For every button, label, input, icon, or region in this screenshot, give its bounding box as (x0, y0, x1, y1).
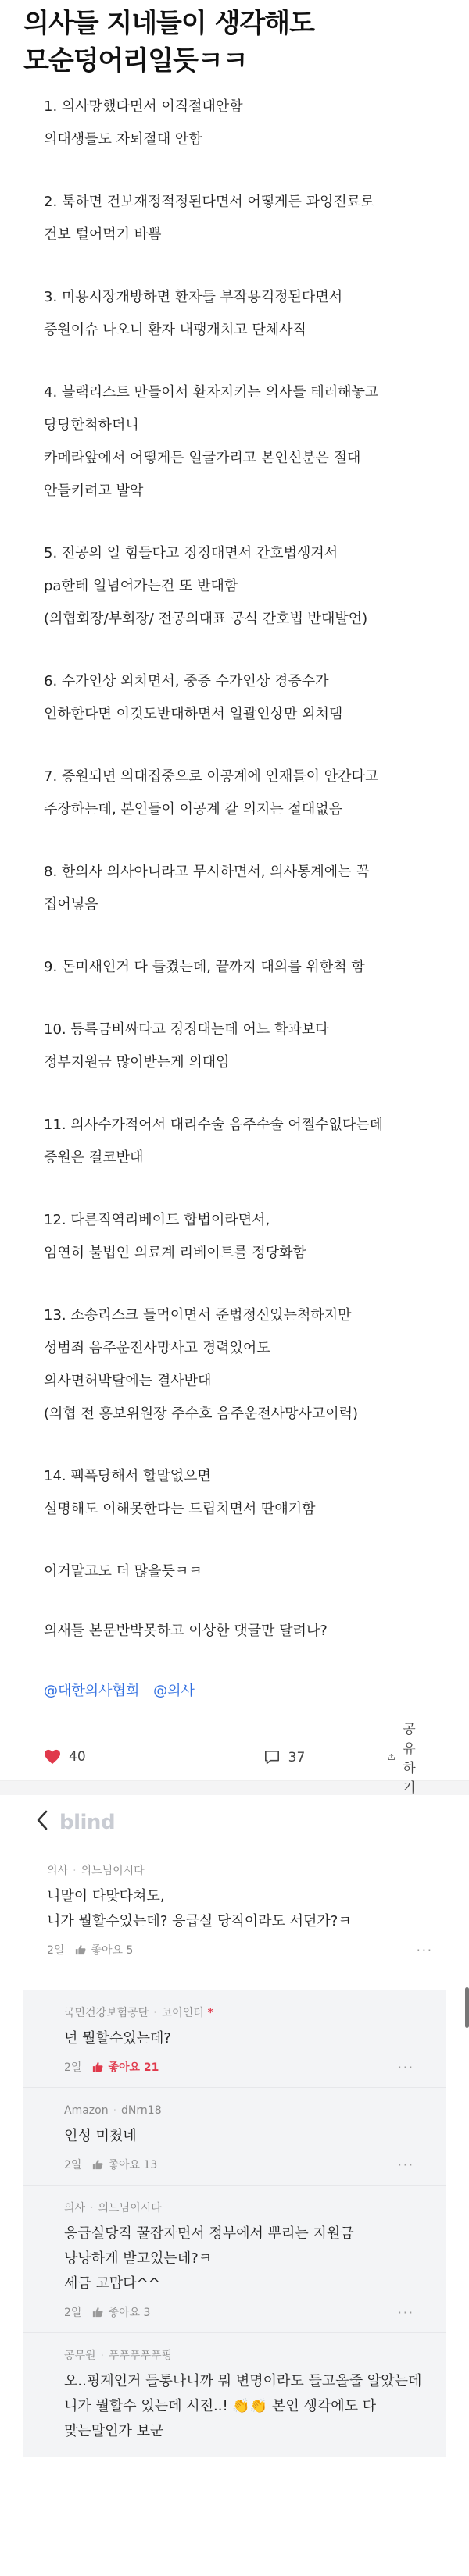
author-nickname[interactable]: 푸푸푸푸푸핑 (109, 2350, 173, 2362)
author-company: 의사 (64, 2202, 86, 2214)
author-company: 국민건강보험공단 (64, 2007, 149, 2019)
comment-text-line: 니가 뭘할수있는데? 응급실 당직이라도 서던가?ㅋ (47, 1913, 352, 1929)
post-title-line: 의사들 지네들이 생각해도 (23, 8, 314, 39)
meta-separator: · (100, 2350, 105, 2362)
post-item-line: 인하한다면 이것도반대하면서 일괄인상만 외쳐댐 (44, 706, 343, 722)
comment-text-line: 냥냥하게 받고있는데?ㅋ (64, 2250, 213, 2267)
post-item-line: (의협회장/부회장/ 전공의대표 공식 간호법 반대발언) (44, 611, 368, 627)
comment-text-line: 맞는말인가 보군 (64, 2423, 164, 2439)
post-actions (0, 1722, 469, 1796)
post-item (0, 91, 469, 156)
verified-mark-icon: * (203, 2007, 213, 2019)
comment-count: 37 (288, 1750, 306, 1765)
comment-like-button[interactable] (92, 2304, 150, 2320)
comment-text-line: 응급실당직 꿀잡자면서 정부에서 뿌리는 지원금 (64, 2225, 354, 2242)
post-item-line: 13. 소송리스크 들먹이면서 준법정신있는척하지만 (44, 1307, 352, 1324)
tag-link[interactable]: @대한의사협회 (44, 1683, 140, 1699)
comment-author (47, 1862, 433, 1879)
author-nickname[interactable]: 의느님이시다 (81, 1865, 145, 1877)
post-item (0, 1204, 469, 1270)
comment-like-count: 좋아요 21 (108, 2061, 159, 2074)
post-item-line: 7. 증원되면 의대집중으로 이공계에 인재들이 안간다고 (44, 768, 379, 785)
post-item-line: 증원은 결코반대 (44, 1149, 144, 1166)
post-item-line: 14. 팩폭당해서 할말없으면 (44, 1468, 211, 1484)
post-title-line: 모순덩어리일듯ㅋㅋ (23, 45, 248, 77)
author-company: 의사 (47, 1865, 69, 1877)
comment-author (64, 2347, 414, 2364)
like-count: 40 (69, 1749, 86, 1765)
comment-button[interactable] (170, 1737, 387, 1776)
comment-age: 2일 (47, 1944, 65, 1957)
comment-like-button[interactable] (92, 2059, 159, 2075)
post-body (0, 91, 469, 1526)
author-nickname[interactable]: dNrn18 (121, 2104, 162, 2117)
post-item-line: 3. 미용시장개방하면 환자들 부작용걱정된다면서 (44, 289, 343, 305)
comment-text-line: 니가 뭘할수 있는데 시전..! 👏👏 본인 생각에도 다 (64, 2398, 377, 2414)
post-item-line: 안들키려고 발악 (44, 483, 144, 499)
post-item (0, 1299, 469, 1431)
comment-like-count: 좋아요 5 (91, 1944, 134, 1957)
post-item (0, 665, 469, 731)
post-item-line: pa한테 일넘어가는건 또 반대함 (44, 578, 238, 594)
comment-like-count: 좋아요 13 (108, 2159, 158, 2172)
comment-text-line: 세금 고맙다^^ (64, 2275, 160, 2292)
post-item-line: 6. 수가인상 외치면서, 중증 수가인상 경증수가 (44, 673, 329, 689)
comment-text (64, 2221, 414, 2296)
post-item-line: 12. 다른직역리베이트 합법이라면서, (44, 1212, 270, 1228)
comment-text (64, 2369, 422, 2444)
post-item-line: (의협 전 홍보위원장 주수호 음주운전사망사고이력) (44, 1406, 359, 1422)
share-icon (388, 1749, 396, 1765)
meta-separator: · (90, 2202, 94, 2214)
post-item-line: 집어넣음 (44, 896, 98, 913)
comment-footer (64, 2304, 414, 2320)
scrollbar[interactable] (465, 1987, 469, 2028)
like-button[interactable] (44, 1749, 170, 1765)
reply-item (23, 2186, 446, 2333)
comment-text-line: 니말이 다맞다쳐도, (47, 1888, 165, 1904)
post-item-line: 건보 털어먹기 바쁨 (44, 226, 162, 243)
comment-like-button[interactable] (92, 2157, 157, 2172)
comment-spacer (0, 1969, 469, 1990)
post-item-line: 정부지원금 많이받는게 의대임 (44, 1054, 230, 1071)
post-item (0, 1109, 469, 1174)
post-item (0, 186, 469, 251)
tag-list (0, 1676, 469, 1707)
reply-item (23, 2088, 446, 2186)
post-item-line: 4. 블랙리스트 만들어서 환자지키는 의사들 테러해놓고 (44, 384, 379, 401)
post-item-line: 주장하는데, 본인들이 이공계 갈 의지는 절대없음 (44, 801, 343, 818)
meta-separator: · (73, 1865, 77, 1877)
post-item-line: 의대생들도 자퇴절대 안함 (44, 131, 202, 148)
blind-logo: blind (59, 1811, 116, 1834)
comment-text (64, 2026, 414, 2051)
post-item-line: 엄연히 불법인 의료계 리베이트를 정당화함 (44, 1245, 306, 1261)
reply-item (23, 1990, 446, 2088)
post-item-line: 증원이슈 나오니 환자 내팽개치고 단체사직 (44, 322, 306, 338)
comment-age: 2일 (64, 2061, 82, 2074)
more-options-icon[interactable]: ··· (397, 2059, 414, 2075)
post-item (0, 1014, 469, 1079)
share-button[interactable] (388, 1718, 425, 1796)
comment-like-count: 좋아요 3 (108, 2307, 151, 2319)
author-company: 공무원 (64, 2350, 96, 2362)
post-item (0, 281, 469, 347)
post-title (0, 0, 469, 80)
comment-text-line: 넌 뭘할수있는데? (64, 2030, 171, 2047)
heart-icon (44, 1749, 61, 1765)
comment-item (0, 1850, 469, 1969)
comment-age: 2일 (64, 2159, 82, 2172)
comment-footer (47, 1942, 433, 1958)
author-nickname[interactable]: 코어인터 (161, 2007, 204, 2019)
blind-header (0, 1795, 469, 1850)
comment-text-line: 인성 미쳤네 (64, 2128, 137, 2144)
post-item (0, 761, 469, 826)
comment-text (64, 2124, 414, 2149)
post-item-line: 성범죄 음주운전사망사고 경력있어도 (44, 1340, 270, 1356)
comment-author (64, 2004, 414, 2022)
comment-list (0, 1850, 469, 2457)
post-item-line: 설명해도 이해못한다는 드립치면서 딴얘기함 (44, 1501, 316, 1517)
thumbs-up-icon (92, 2159, 103, 2170)
share-label: 공유하기 (403, 1722, 416, 1796)
post-item (0, 376, 469, 508)
comment-footer (64, 2059, 414, 2075)
post-item-line: 1. 의사망했다면서 이직절대안함 (44, 98, 243, 115)
post-item-line: 9. 돈미새인거 다 들켰는데, 끝까지 대의를 위한척 함 (44, 959, 365, 975)
more-options-icon[interactable]: ··· (416, 1942, 433, 1958)
more-options-icon[interactable]: ··· (397, 2157, 414, 2172)
post-item-line: 8. 한의사 의사아니라고 무시하면서, 의사통계에는 꼭 (44, 864, 370, 880)
post-item-line: 2. 툭하면 건보재정적정된다면서 어떻게든 과잉진료로 (44, 194, 374, 210)
comment-footer (64, 2157, 414, 2172)
post-item-line: 카메라앞에서 어떻게든 얼굴가리고 본인신분은 절대 (44, 450, 361, 466)
tag-link[interactable]: @의사 (153, 1683, 195, 1699)
post-item-line: 의사면허박탈에는 결사반대 (44, 1373, 212, 1389)
post-item-line: 5. 전공의 일 힘들다고 징징대면서 간호법생겨서 (44, 545, 338, 561)
post-item (0, 856, 469, 921)
meta-separator: · (153, 2007, 157, 2019)
author-company: Amazon (64, 2104, 109, 2117)
post-item (0, 1460, 469, 1526)
closing-line: 이거말고도 더 많을듯ㅋㅋ (44, 1563, 202, 1580)
comment-like-button[interactable] (75, 1942, 133, 1958)
reply-item (23, 2333, 446, 2457)
chevron-left-icon[interactable] (36, 1810, 48, 1836)
closing-line: 의새들 본문반박못하고 이상한 댓글만 달려나? (44, 1623, 328, 1639)
thumbs-up-icon (75, 1944, 86, 1955)
post-item-line: 11. 의사수가적어서 대리수술 음주수술 어쩔수없다는데 (44, 1117, 384, 1133)
comment-age: 2일 (64, 2307, 82, 2319)
comment-author (64, 2200, 414, 2217)
comment-author (64, 2102, 414, 2119)
post-item-line: 10. 등록금비싸다고 징징대는데 어느 학과보다 (44, 1021, 329, 1038)
post-item (0, 951, 469, 984)
post-item (0, 537, 469, 636)
comment-text-line: 오..핑계인거 들통나니까 뭐 변명이라도 들고올줄 알았는데 (64, 2373, 422, 2389)
meta-separator: · (113, 2104, 117, 2117)
more-options-icon[interactable]: ··· (397, 2304, 414, 2320)
thumbs-up-icon (92, 2307, 103, 2318)
thumbs-up-icon (92, 2061, 103, 2072)
comment-text (47, 1884, 433, 1934)
post-item-line: 당당한척하더니 (44, 417, 139, 433)
author-nickname[interactable]: 의느님이시다 (98, 2202, 162, 2214)
comment-icon (263, 1750, 281, 1765)
